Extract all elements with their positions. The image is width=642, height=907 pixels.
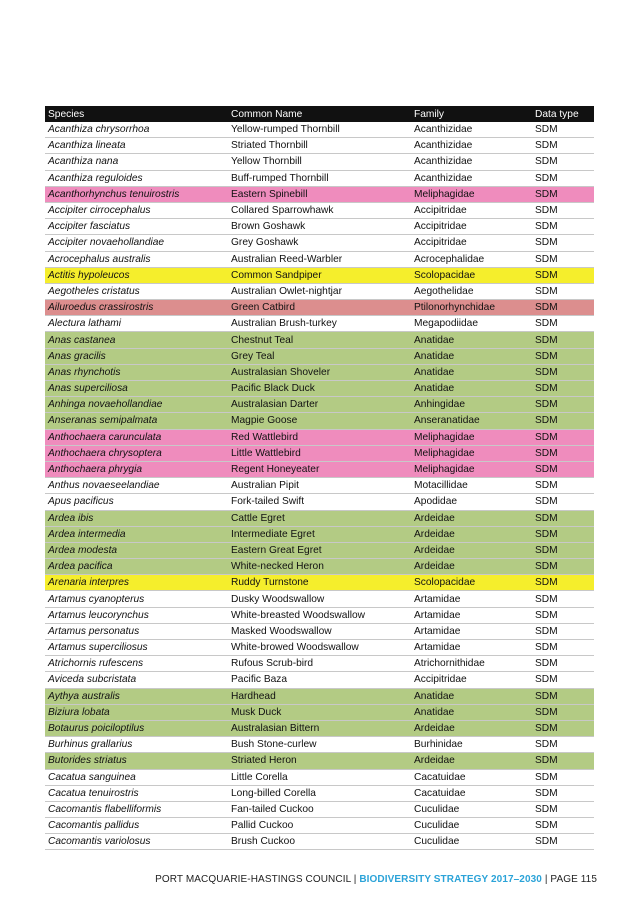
table-row	[45, 429, 594, 445]
species-cell: Artamus superciliosus	[45, 640, 228, 656]
table-row	[45, 202, 594, 218]
data-type-cell: SDM	[532, 186, 594, 202]
table-row	[45, 478, 594, 494]
family-cell: Acanthizidae	[411, 154, 532, 170]
common-name-cell: Pacific Black Duck	[228, 381, 411, 397]
species-cell: Botaurus poiciloptilus	[45, 720, 228, 736]
species-cell: Accipiter novaehollandiae	[45, 235, 228, 251]
family-cell: Artamidae	[411, 607, 532, 623]
data-type-cell: SDM	[532, 381, 594, 397]
header-common-name: Common Name	[228, 106, 411, 122]
species-cell: Anthochaera carunculata	[45, 429, 228, 445]
family-cell: Artamidae	[411, 623, 532, 639]
family-cell: Scolopacidae	[411, 267, 532, 283]
table-row	[45, 267, 594, 283]
data-type-cell: SDM	[532, 704, 594, 720]
species-cell: Ardea pacifica	[45, 559, 228, 575]
data-type-cell: SDM	[532, 688, 594, 704]
family-cell: Ardeidae	[411, 510, 532, 526]
family-cell: Meliphagidae	[411, 461, 532, 477]
data-type-cell: SDM	[532, 753, 594, 769]
common-name-cell: Striated Thornbill	[228, 138, 411, 154]
data-type-cell: SDM	[532, 526, 594, 542]
species-cell: Cacomantis pallidus	[45, 818, 228, 834]
table-header-row	[45, 106, 594, 122]
family-cell: Artamidae	[411, 640, 532, 656]
data-type-cell: SDM	[532, 429, 594, 445]
species-table	[45, 106, 594, 850]
common-name-cell: White-necked Heron	[228, 559, 411, 575]
family-cell: Accipitridae	[411, 672, 532, 688]
species-cell: Burhinus grallarius	[45, 737, 228, 753]
table-row	[45, 170, 594, 186]
common-name-cell: Buff-rumped Thornbill	[228, 170, 411, 186]
table-row	[45, 656, 594, 672]
common-name-cell: White-browed Woodswallow	[228, 640, 411, 656]
data-type-cell: SDM	[532, 559, 594, 575]
header-species: Species	[45, 106, 228, 122]
common-name-cell: Yellow-rumped Thornbill	[228, 122, 411, 138]
common-name-cell: Regent Honeyeater	[228, 461, 411, 477]
data-type-cell: SDM	[532, 267, 594, 283]
data-type-cell: SDM	[532, 737, 594, 753]
data-type-cell: SDM	[532, 623, 594, 639]
common-name-cell: Australian Pipit	[228, 478, 411, 494]
data-type-cell: SDM	[532, 348, 594, 364]
common-name-cell: Australasian Shoveler	[228, 364, 411, 380]
table-row	[45, 753, 594, 769]
species-cell: Artamus cyanopterus	[45, 591, 228, 607]
common-name-cell: Fork-tailed Swift	[228, 494, 411, 510]
species-cell: Artamus leucorynchus	[45, 607, 228, 623]
species-cell: Accipiter cirrocephalus	[45, 202, 228, 218]
data-type-cell: SDM	[532, 494, 594, 510]
species-cell: Accipiter fasciatus	[45, 219, 228, 235]
family-cell: Cacatuidae	[411, 785, 532, 801]
common-name-cell: Long-billed Corella	[228, 785, 411, 801]
table-row	[45, 413, 594, 429]
data-type-cell: SDM	[532, 461, 594, 477]
species-cell: Anas gracilis	[45, 348, 228, 364]
table-row	[45, 445, 594, 461]
family-cell: Ptilonorhynchidae	[411, 300, 532, 316]
species-cell: Acrocephalus australis	[45, 251, 228, 267]
table-row	[45, 575, 594, 591]
table-row	[45, 672, 594, 688]
common-name-cell: Little Wattlebird	[228, 445, 411, 461]
footer-council: PORT MACQUARIE-HASTINGS COUNCIL	[155, 874, 351, 885]
table-row	[45, 364, 594, 380]
common-name-cell: Intermediate Egret	[228, 526, 411, 542]
table-row	[45, 818, 594, 834]
table-row	[45, 688, 594, 704]
table-row	[45, 769, 594, 785]
common-name-cell: Magpie Goose	[228, 413, 411, 429]
footer-page-number: PAGE 115	[550, 874, 597, 885]
family-cell: Accipitridae	[411, 202, 532, 218]
data-type-cell: SDM	[532, 122, 594, 138]
species-cell: Acanthiza lineata	[45, 138, 228, 154]
table-row	[45, 186, 594, 202]
family-cell: Meliphagidae	[411, 429, 532, 445]
family-cell: Meliphagidae	[411, 186, 532, 202]
family-cell: Anseranatidae	[411, 413, 532, 429]
species-cell: Anas castanea	[45, 332, 228, 348]
common-name-cell: Australasian Darter	[228, 397, 411, 413]
table-row	[45, 640, 594, 656]
species-cell: Acanthiza nana	[45, 154, 228, 170]
species-cell: Biziura lobata	[45, 704, 228, 720]
data-type-cell: SDM	[532, 607, 594, 623]
common-name-cell: Little Corella	[228, 769, 411, 785]
family-cell: Cuculidae	[411, 834, 532, 850]
common-name-cell: Striated Heron	[228, 753, 411, 769]
data-type-cell: SDM	[532, 575, 594, 591]
family-cell: Megapodiidae	[411, 316, 532, 332]
table-row	[45, 138, 594, 154]
family-cell: Anatidae	[411, 332, 532, 348]
table-row	[45, 623, 594, 639]
common-name-cell: Yellow Thornbill	[228, 154, 411, 170]
table-row	[45, 510, 594, 526]
species-cell: Aegotheles cristatus	[45, 283, 228, 299]
family-cell: Cuculidae	[411, 818, 532, 834]
species-cell: Artamus personatus	[45, 623, 228, 639]
table-row	[45, 542, 594, 558]
table-row	[45, 397, 594, 413]
data-type-cell: SDM	[532, 478, 594, 494]
footer-separator: |	[350, 874, 360, 885]
page-footer	[155, 874, 597, 885]
family-cell: Motacillidae	[411, 478, 532, 494]
species-cell: Arenaria interpres	[45, 575, 228, 591]
family-cell: Anatidae	[411, 364, 532, 380]
table-row	[45, 785, 594, 801]
species-cell: Anas superciliosa	[45, 381, 228, 397]
data-type-cell: SDM	[532, 138, 594, 154]
data-type-cell: SDM	[532, 640, 594, 656]
common-name-cell: Grey Goshawk	[228, 235, 411, 251]
table-row	[45, 591, 594, 607]
data-type-cell: SDM	[532, 720, 594, 736]
common-name-cell: Chestnut Teal	[228, 332, 411, 348]
table-row	[45, 316, 594, 332]
common-name-cell: Grey Teal	[228, 348, 411, 364]
data-type-cell: SDM	[532, 445, 594, 461]
species-cell: Anthochaera phrygia	[45, 461, 228, 477]
family-cell: Anatidae	[411, 381, 532, 397]
table-row	[45, 801, 594, 817]
family-cell: Accipitridae	[411, 235, 532, 251]
table-row	[45, 834, 594, 850]
data-type-cell: SDM	[532, 202, 594, 218]
family-cell: Anatidae	[411, 704, 532, 720]
data-type-cell: SDM	[532, 818, 594, 834]
common-name-cell: Australian Owlet-nightjar	[228, 283, 411, 299]
header-data-type: Data type	[532, 106, 594, 122]
species-cell: Anas rhynchotis	[45, 364, 228, 380]
common-name-cell: Pallid Cuckoo	[228, 818, 411, 834]
species-cell: Aviceda subcristata	[45, 672, 228, 688]
common-name-cell: Red Wattlebird	[228, 429, 411, 445]
common-name-cell: Fan-tailed Cuckoo	[228, 801, 411, 817]
species-cell: Apus pacificus	[45, 494, 228, 510]
common-name-cell: Eastern Spinebill	[228, 186, 411, 202]
family-cell: Ardeidae	[411, 542, 532, 558]
family-cell: Aegothelidae	[411, 283, 532, 299]
data-type-cell: SDM	[532, 251, 594, 267]
data-type-cell: SDM	[532, 170, 594, 186]
table-row	[45, 381, 594, 397]
data-type-cell: SDM	[532, 332, 594, 348]
species-cell: Anthochaera chrysoptera	[45, 445, 228, 461]
data-type-cell: SDM	[532, 542, 594, 558]
species-cell: Aythya australis	[45, 688, 228, 704]
data-type-cell: SDM	[532, 300, 594, 316]
family-cell: Scolopacidae	[411, 575, 532, 591]
common-name-cell: Pacific Baza	[228, 672, 411, 688]
common-name-cell: Green Catbird	[228, 300, 411, 316]
common-name-cell: White-breasted Woodswallow	[228, 607, 411, 623]
data-type-cell: SDM	[532, 591, 594, 607]
species-cell: Ardea modesta	[45, 542, 228, 558]
table-row	[45, 283, 594, 299]
table-row	[45, 300, 594, 316]
family-cell: Apodidae	[411, 494, 532, 510]
family-cell: Cacatuidae	[411, 769, 532, 785]
family-cell: Artamidae	[411, 591, 532, 607]
family-cell: Acanthizidae	[411, 138, 532, 154]
table-row	[45, 461, 594, 477]
data-type-cell: SDM	[532, 413, 594, 429]
family-cell: Accipitridae	[411, 219, 532, 235]
common-name-cell: Eastern Great Egret	[228, 542, 411, 558]
common-name-cell: Brush Cuckoo	[228, 834, 411, 850]
species-cell: Anthus novaeseelandiae	[45, 478, 228, 494]
species-cell: Ardea intermedia	[45, 526, 228, 542]
species-cell: Actitis hypoleucos	[45, 267, 228, 283]
family-cell: Anatidae	[411, 348, 532, 364]
common-name-cell: Australasian Bittern	[228, 720, 411, 736]
species-cell: Cacatua sanguinea	[45, 769, 228, 785]
data-type-cell: SDM	[532, 834, 594, 850]
family-cell: Cuculidae	[411, 801, 532, 817]
species-cell: Cacomantis variolosus	[45, 834, 228, 850]
table-row	[45, 737, 594, 753]
family-cell: Ardeidae	[411, 526, 532, 542]
species-cell: Alectura lathami	[45, 316, 228, 332]
table-row	[45, 235, 594, 251]
data-type-cell: SDM	[532, 364, 594, 380]
family-cell: Meliphagidae	[411, 445, 532, 461]
family-cell: Anatidae	[411, 688, 532, 704]
species-cell: Ardea ibis	[45, 510, 228, 526]
data-type-cell: SDM	[532, 397, 594, 413]
table-row	[45, 219, 594, 235]
table-row	[45, 122, 594, 138]
data-type-cell: SDM	[532, 316, 594, 332]
family-cell: Anhingidae	[411, 397, 532, 413]
common-name-cell: Australian Reed-Warbler	[228, 251, 411, 267]
data-type-cell: SDM	[532, 510, 594, 526]
data-type-cell: SDM	[532, 672, 594, 688]
common-name-cell: Ruddy Turnstone	[228, 575, 411, 591]
data-type-cell: SDM	[532, 656, 594, 672]
species-cell: Cacomantis flabelliformis	[45, 801, 228, 817]
family-cell: Atrichornithidae	[411, 656, 532, 672]
footer-separator: |	[541, 874, 551, 885]
common-name-cell: Masked Woodswallow	[228, 623, 411, 639]
family-cell: Acrocephalidae	[411, 251, 532, 267]
footer-document-title: BIODIVERSITY STRATEGY 2017–2030	[359, 874, 542, 885]
family-cell: Acanthizidae	[411, 122, 532, 138]
common-name-cell: Hardhead	[228, 688, 411, 704]
table-row	[45, 559, 594, 575]
table-row	[45, 494, 594, 510]
species-cell: Acanthiza chrysorrhoa	[45, 122, 228, 138]
table-row	[45, 526, 594, 542]
data-type-cell: SDM	[532, 801, 594, 817]
family-cell: Ardeidae	[411, 753, 532, 769]
species-cell: Atrichornis rufescens	[45, 656, 228, 672]
family-cell: Ardeidae	[411, 720, 532, 736]
table-row	[45, 251, 594, 267]
species-cell: Acanthiza reguloides	[45, 170, 228, 186]
table-row	[45, 720, 594, 736]
common-name-cell: Australian Brush-turkey	[228, 316, 411, 332]
data-type-cell: SDM	[532, 785, 594, 801]
common-name-cell: Collared Sparrowhawk	[228, 202, 411, 218]
table-row	[45, 154, 594, 170]
common-name-cell: Rufous Scrub-bird	[228, 656, 411, 672]
data-type-cell: SDM	[532, 769, 594, 785]
header-family: Family	[411, 106, 532, 122]
common-name-cell: Bush Stone-curlew	[228, 737, 411, 753]
data-type-cell: SDM	[532, 283, 594, 299]
table-row	[45, 704, 594, 720]
species-cell: Acanthorhynchus tenuirostris	[45, 186, 228, 202]
table-row	[45, 348, 594, 364]
species-cell: Anhinga novaehollandiae	[45, 397, 228, 413]
species-cell: Butorides striatus	[45, 753, 228, 769]
data-type-cell: SDM	[532, 219, 594, 235]
species-cell: Cacatua tenuirostris	[45, 785, 228, 801]
family-cell: Burhinidae	[411, 737, 532, 753]
family-cell: Ardeidae	[411, 559, 532, 575]
common-name-cell: Brown Goshawk	[228, 219, 411, 235]
table-row	[45, 607, 594, 623]
family-cell: Acanthizidae	[411, 170, 532, 186]
common-name-cell: Musk Duck	[228, 704, 411, 720]
common-name-cell: Cattle Egret	[228, 510, 411, 526]
table-body	[45, 122, 594, 850]
species-cell: Anseranas semipalmata	[45, 413, 228, 429]
species-cell: Ailuroedus crassirostris	[45, 300, 228, 316]
common-name-cell: Dusky Woodswallow	[228, 591, 411, 607]
common-name-cell: Common Sandpiper	[228, 267, 411, 283]
data-type-cell: SDM	[532, 154, 594, 170]
table-row	[45, 332, 594, 348]
data-type-cell: SDM	[532, 235, 594, 251]
